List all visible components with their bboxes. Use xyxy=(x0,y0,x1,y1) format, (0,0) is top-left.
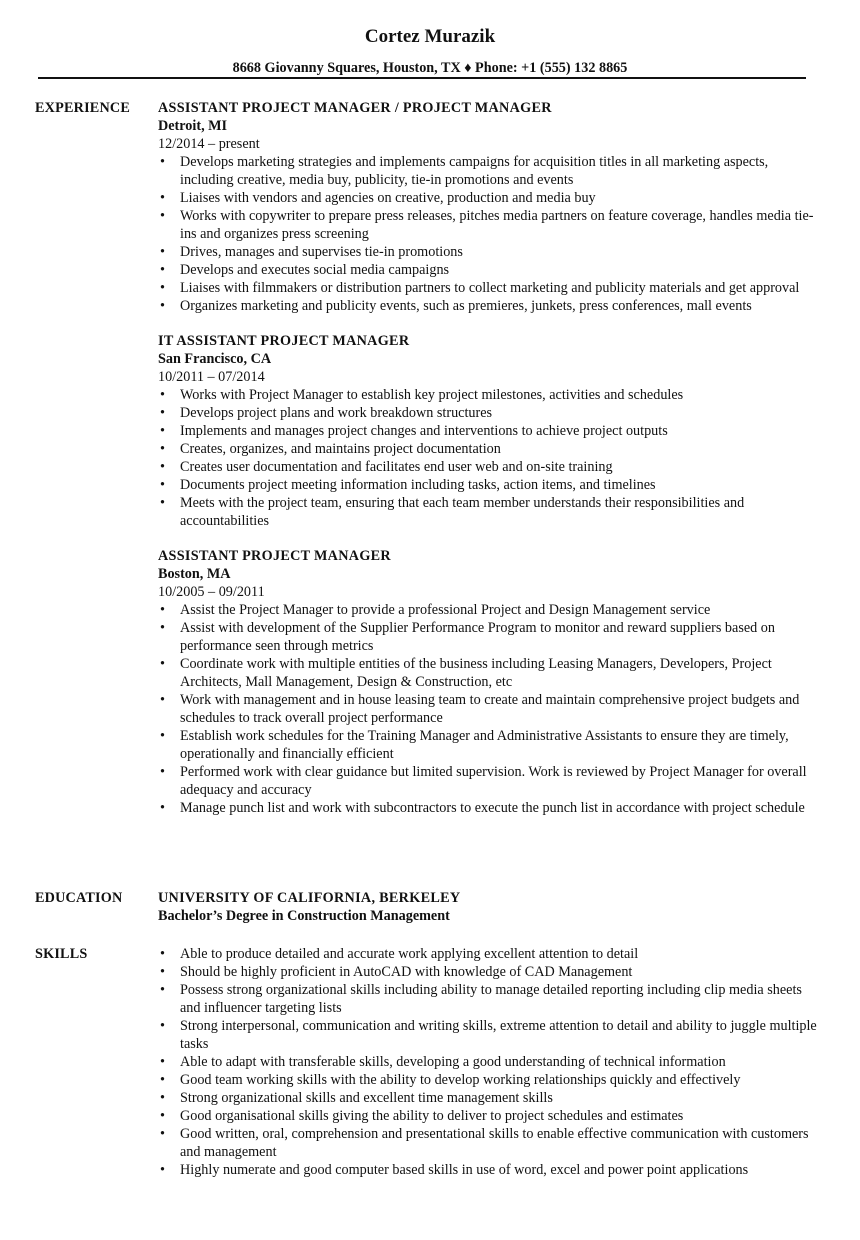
degree-name: Bachelor’s Degree in Construction Management xyxy=(158,908,450,924)
experience-heading: EXPERIENCE xyxy=(35,100,131,116)
list-item: • Establish work schedules for the Training Manager and Administrative Assistants to ensure they are timely, operationally and financially efficient xyxy=(158,727,818,763)
list-item: • Organizes marketing and publicity events, such as premieres, junkets, press conferences, mall events xyxy=(158,297,818,315)
job-location: Boston, MA xyxy=(158,566,231,582)
job-duties-list xyxy=(158,153,818,315)
job-duties-list xyxy=(158,601,818,817)
list-item: • Highly numerate and good computer based skills in use of word, excel and power point applications xyxy=(158,1161,818,1179)
list-item: • Drives, manages and supervises tie-in promotions xyxy=(158,243,818,261)
skills-list xyxy=(158,945,818,1179)
list-item: • Creates user documentation and facilitates end user web and on-site training xyxy=(158,458,818,476)
job-location: Detroit, MI xyxy=(158,118,228,134)
list-item: • Implements and manages project changes and interventions to achieve project outputs xyxy=(158,422,818,440)
list-item: • Good written, oral, comprehension and presentational skills to enable effective communication with customers and management xyxy=(158,1125,818,1161)
job-title: ASSISTANT PROJECT MANAGER / PROJECT MANAGER xyxy=(158,100,552,116)
job-location: San Francisco, CA xyxy=(158,351,272,367)
list-item: • Performed work with clear guidance but limited supervision. Work is reviewed by Project Manager for overall adequacy and accuracy xyxy=(158,763,818,799)
skills-heading: SKILLS xyxy=(35,946,88,962)
job-entry xyxy=(158,332,818,530)
job-dates: 12/2014 – present xyxy=(158,136,260,152)
list-item: • Liaises with vendors and agencies on creative, production and media buy xyxy=(158,189,818,207)
candidate-name: Cortez Murazik xyxy=(364,26,496,47)
list-item: • Works with copywriter to prepare press releases, pitches media partners on feature coverage, handles media tie-ins and organizes press screening xyxy=(158,207,818,243)
list-item: • Develops project plans and work breakdown structures xyxy=(158,404,818,422)
list-item: • Work with management and in house leasing team to create and maintain comprehensive project budgets and schedules to track overall project performance xyxy=(158,691,818,727)
education-heading: EDUCATION xyxy=(35,890,123,906)
list-item: • Able to produce detailed and accurate work applying excellent attention to detail xyxy=(158,945,818,963)
list-item: • Develops marketing strategies and implements campaigns for acquisition titles in all marketing aspects, including creative, media buy, publicity, tie-in promotions and events xyxy=(158,153,818,189)
job-dates: 10/2005 – 09/2011 xyxy=(158,584,265,600)
job-entry xyxy=(158,99,818,315)
list-item: • Assist with development of the Supplier Performance Program to monitor and reward suppliers based on performance seen through metrics xyxy=(158,619,818,655)
job-duties-list xyxy=(158,386,818,530)
job-title: IT ASSISTANT PROJECT MANAGER xyxy=(158,333,410,349)
list-item: • Strong organizational skills and excellent time management skills xyxy=(158,1089,818,1107)
contact-line: 8668 Giovanny Squares, Houston, TX ♦ Phone: +1 (555) 132 8865 xyxy=(232,60,628,76)
list-item: • Good team working skills with the ability to develop working relationships quickly and effectively xyxy=(158,1071,818,1089)
education-body xyxy=(158,889,818,925)
list-item: • Develops and executes social media campaigns xyxy=(158,261,818,279)
school-name: UNIVERSITY OF CALIFORNIA, BERKELEY xyxy=(158,890,461,906)
list-item: • Works with Project Manager to establish key project milestones, activities and schedules xyxy=(158,386,818,404)
list-item: • Possess strong organizational skills including ability to manage detailed reporting including clip media sheets and influencer targeting lists xyxy=(158,981,818,1017)
list-item: • Manage punch list and work with subcontractors to execute the punch list in accordance with project schedule xyxy=(158,799,818,817)
list-item: • Meets with the project team, ensuring that each team member understands their responsibilities and accountabilities xyxy=(158,494,818,530)
list-item: • Documents project meeting information including tasks, action items, and timelines xyxy=(158,476,818,494)
list-item: • Liaises with filmmakers or distribution partners to collect marketing and publicity materials and get approval xyxy=(158,279,818,297)
list-item: • Creates, organizes, and maintains project documentation xyxy=(158,440,818,458)
skills-body xyxy=(158,945,818,1179)
job-dates: 10/2011 – 07/2014 xyxy=(158,369,265,385)
header-divider xyxy=(38,77,806,79)
job-entry xyxy=(158,547,818,817)
experience-body xyxy=(158,99,818,834)
job-title: ASSISTANT PROJECT MANAGER xyxy=(158,548,391,564)
list-item: • Good organisational skills giving the ability to deliver to project schedules and estimates xyxy=(158,1107,818,1125)
list-item: • Assist the Project Manager to provide a professional Project and Design Management service xyxy=(158,601,818,619)
list-item: • Coordinate work with multiple entities of the business including Leasing Managers, Developers, Project Architects, Mall Management, Design & Construction, etc xyxy=(158,655,818,691)
list-item: • Able to adapt with transferable skills, developing a good understanding of technical information xyxy=(158,1053,818,1071)
list-item: • Should be highly proficient in AutoCAD with knowledge of CAD Management xyxy=(158,963,818,981)
list-item: • Strong interpersonal, communication and writing skills, extreme attention to detail and ability to juggle multiple tasks xyxy=(158,1017,818,1053)
